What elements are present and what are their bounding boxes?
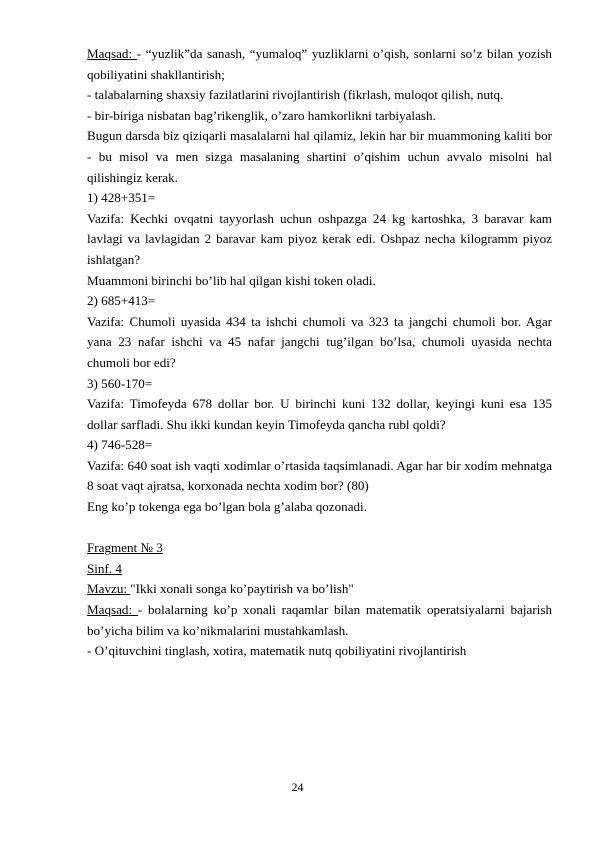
winner-rule: Eng ko’p tokenga ega bo’lgan bola g’alaba qozonadi.: [87, 499, 367, 515]
blank-line: [87, 518, 552, 539]
goal2-label: Maqsad:: [87, 602, 138, 618]
topic-label: Mavzu:: [87, 581, 131, 597]
goal-label: Maqsad:: [87, 46, 137, 61]
example-2: 2) 685+413=: [87, 293, 156, 309]
task-3: Vazifa: Timofeyda 678 dollar bor. U birinchi kuni 132 dollar, keyingi kuni esa 135 dollar sarfladi. Shu ikki kundan keyin Timofeyda qancha rubl qoldi?: [87, 396, 552, 432]
example-1: 1) 428+351=: [87, 190, 156, 206]
task-2: Vazifa: Chumoli uyasida 434 ta ishchi chumoli va 323 ta jangchi chumoli bor. Agar yana 23 nafar ishchi va 45 nafar jangchi tug’ilgan bo’lsa, chumoli uyasida nechta chumoli bor edi?: [87, 313, 552, 370]
goal2-text: - bolalarning ko’p xonali raqamlar bilan matematik operatsiyalarni bajarish bo’yicha bilim va ko’nikmalarini mustahkamlash.: [87, 602, 552, 638]
lesson-intro-paragraph: Bugun darsda biz qiziqarli masalalarni hal qilamiz, lekin har bir muammoning kaliti bor - bu misol va men sizga masalaning shartini o’qishim uchun avvalo misolni hal qilishingiz kerak.: [87, 128, 552, 185]
example-4: 4) 746-528=: [87, 437, 153, 453]
goal-item-personal-qualities: - talabalarning shaxsiy fazilatlarini rivojlantirish (fikrlash, muloqot qilish, nutq.: [87, 87, 504, 103]
example-3: 3) 560-170=: [87, 375, 153, 391]
class-heading: [87, 559, 552, 580]
goal-item-tolerance: - bir-biriga nisbatan bag’rikenglik, o’zaro hamkorlikni tarbiyalash.: [87, 107, 436, 123]
token-rule: Muammoni birinchi bo’lib hal qilgan kishi token oladi.: [87, 272, 376, 288]
task-4: Vazifa: 640 soat ish vaqti xodimlar o’rtasida taqsimlanadi. Agar har bir xodim mehnatga 8 soat vaqt ajratsa, korxonada nechta xodim bor? (80): [87, 457, 552, 494]
goal-paragraph: [87, 44, 552, 85]
fragment-label: Fragment № 3: [87, 540, 163, 556]
goal2-item-listening: - O’qituvchini tinglash, xotira, matematik nutq qobiliyatini rivojlantirish: [87, 643, 467, 659]
goal2-paragraph: [87, 600, 552, 641]
class-label: Sinf. 4: [87, 560, 122, 576]
fragment-heading: [87, 538, 552, 559]
task-1: Vazifa: Kechki ovqatni tayyorlash uchun oshpazga 24 kg kartoshka, 3 baravar kam lavlagi va lavlagidan 2 baravar kam piyoz kerak edi. Oshpaz necha kilogramm piyoz ishlatgan?: [87, 210, 552, 267]
topic-line: [87, 579, 552, 600]
page-number: 24: [291, 780, 304, 794]
goal-text: - “yuzlik”da sanash, “yumaloq” yuzliklarni o’qish, sonlarni so’z bilan yozish qobiliyatini shakllantirish;: [87, 46, 552, 82]
topic-text: "Ikki xonali songa ko’paytirish va bo’lish": [130, 581, 354, 597]
page-content: [87, 44, 552, 662]
